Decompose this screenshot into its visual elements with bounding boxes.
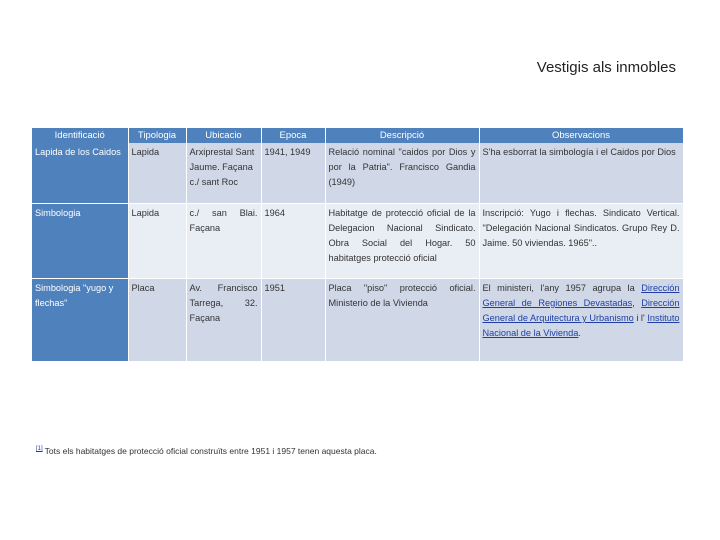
cell-tipologia: Lapida <box>128 204 186 279</box>
observacions-text: El ministeri, l'any 1957 agrupa la <box>482 283 642 293</box>
table-row <box>32 143 683 204</box>
observacions-text: i l' <box>633 313 648 323</box>
table-header-row <box>32 128 683 143</box>
link-instituto-vivienda[interactable]: Instituto Nacional de la Vivienda <box>482 313 680 338</box>
footnote-text: Tots els habitatges de protecció oficial construïts entre 1951 i 1957 tenen aquesta placa. <box>44 446 377 456</box>
cell-epoca: 1951 <box>261 279 325 362</box>
monuments-table <box>32 128 684 362</box>
header-tipologia: Tipologia <box>128 128 186 143</box>
cell-identificacio: Simbologia "yugo y flechas" <box>32 279 128 362</box>
cell-tipologia: Lapida <box>128 143 186 204</box>
observacions-text: , <box>632 298 642 308</box>
cell-identificacio: Lapida de los Caidos <box>32 143 128 204</box>
link-regiones-devastadas[interactable]: Dirección General de Regiones Devastadas <box>482 283 680 308</box>
footnote-ref-link[interactable]: [1] <box>36 446 43 452</box>
header-epoca: Epoca <box>261 128 325 143</box>
cell-ubicacio: c./ san Blai. Façana <box>186 204 261 279</box>
cell-ubicacio: Av. Francisco Tarrega, 32. Façana <box>186 279 261 362</box>
cell-observacions: S'ha esborrat la simbología i el Caidos por Dios <box>479 143 683 204</box>
cell-epoca: 1941, 1949 <box>261 143 325 204</box>
cell-tipologia: Placa <box>128 279 186 362</box>
link-arquitectura-urbanismo[interactable]: Dirección General de Arquitectura y Urbanismo <box>482 298 680 323</box>
table-row <box>32 204 683 279</box>
page-title: Vestigis als inmobles <box>536 59 676 76</box>
cell-observacions: Inscripció: Yugo i flechas. Sindicato Vertical. "Delegación Nacional Sindicatos. Grupo Rey D. Jaime. 50 viviendas. 1965".. <box>479 204 683 279</box>
observacions-text: . <box>578 328 581 338</box>
cell-identificacio: Simbologia <box>32 204 128 279</box>
header-descripcio: Descripció <box>325 128 479 143</box>
header-observacions: Observacions <box>479 128 683 143</box>
cell-descripcio: Relació nominal "caidos por Dios y por la Patria". Francisco Gandia (1949) <box>325 143 479 204</box>
cell-epoca: 1964 <box>261 204 325 279</box>
footnote <box>36 446 377 456</box>
table-row <box>32 279 683 362</box>
cell-descripcio: Habitatge de protecció oficial de la Delegacion Nacional Sindicato. Obra Social del Hogar. 50 habitatges protecció oficial <box>325 204 479 279</box>
cell-descripcio: Placa "piso" protecció oficial. Ministerio de la Vivienda <box>325 279 479 362</box>
header-ubicacio: Ubicacio <box>186 128 261 143</box>
cell-ubicacio: Arxiprestal Sant Jaume. Façana c./ sant Roc <box>186 143 261 204</box>
cell-observacions <box>479 279 683 362</box>
header-identificacio: Identificació <box>32 128 128 143</box>
